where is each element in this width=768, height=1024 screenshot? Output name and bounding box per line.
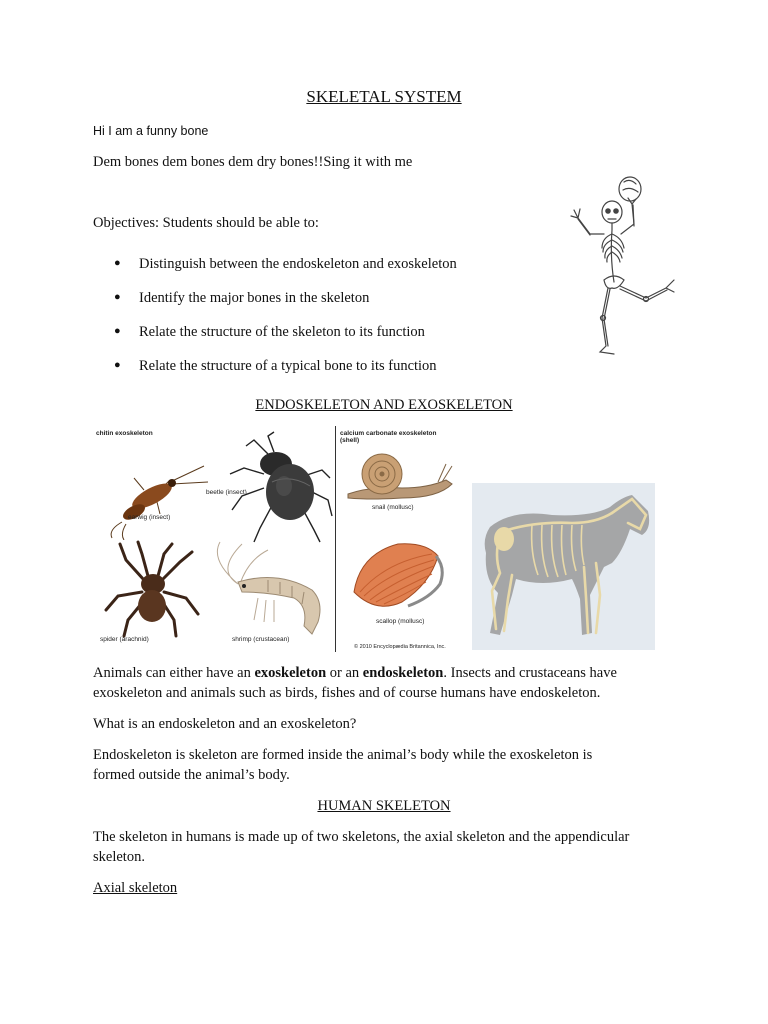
snail-label: snail (mollusc) bbox=[372, 504, 414, 511]
endoskeleton-term: endoskeleton bbox=[362, 665, 444, 681]
earwig-label: earwig (insect) bbox=[128, 514, 171, 521]
horse-skeleton-image bbox=[472, 483, 655, 650]
spider-label: spider (arachnid) bbox=[100, 636, 149, 643]
answer-line1: Endoskeleton is skeleton are formed inside the animal’s body while the exoskeleton is bbox=[93, 747, 593, 763]
bullet-marker: ● bbox=[114, 359, 121, 371]
bullet-marker: ● bbox=[114, 325, 121, 337]
greeting-text: Hi I am a funny bone bbox=[93, 124, 209, 138]
section-heading-human-skeleton: HUMAN SKELETON bbox=[317, 798, 451, 814]
bullet-marker: ● bbox=[114, 291, 121, 303]
question-text: What is an endoskeleton and an exoskeleton? bbox=[93, 716, 357, 732]
dancing-skeleton-illustration bbox=[568, 172, 684, 360]
shrimp-image bbox=[208, 540, 334, 640]
human-skeleton-line1: The skeleton in humans is made up of two skeletons, the axial skeleton and the appendicular bbox=[93, 829, 630, 845]
shell-label: (shell) bbox=[340, 437, 360, 444]
objective-item-4: Relate the structure of a typical bone to its function bbox=[139, 358, 437, 374]
bullet-marker: ● bbox=[114, 257, 121, 269]
beetle-image bbox=[224, 430, 334, 545]
figure-divider bbox=[334, 426, 337, 652]
page-title: SKELETAL SYSTEM bbox=[306, 87, 462, 106]
axial-skeleton-heading: Axial skeleton bbox=[93, 880, 178, 896]
paragraph-exo-endo-line1: Animals can either have an exoskeleton or an endoskeleton. Insects and crustaceans have bbox=[93, 665, 617, 681]
earwig-image bbox=[104, 460, 214, 540]
shrimp-label: shrimp (crustacean) bbox=[232, 636, 290, 643]
human-skeleton-line2: skeleton. bbox=[93, 849, 145, 865]
snail-image bbox=[342, 450, 454, 502]
song-text: Dem bones dem bones dem dry bones!!Sing it with me bbox=[93, 154, 413, 170]
exoskeleton-term: exoskeleton bbox=[254, 665, 327, 681]
exoskeleton-figure bbox=[92, 422, 462, 652]
paragraph-exo-endo-line2: exoskeleton and animals such as birds, fishes and of course humans have endoskeleton. bbox=[93, 685, 601, 701]
calcium-exoskeleton-label: calcium carbonate exoskeleton bbox=[340, 430, 437, 437]
objective-item-3: Relate the structure of the skeleton to its function bbox=[139, 324, 425, 340]
section-heading-endo-exo: ENDOSKELETON AND EXOSKELETON bbox=[255, 397, 513, 413]
answer-line2: formed outside the animal’s body. bbox=[93, 767, 290, 783]
objective-item-1: Distinguish between the endoskeleton and exoskeleton bbox=[139, 256, 457, 272]
spider-image bbox=[102, 540, 202, 640]
copyright-label: © 2010 Encyclopædia Britannica, Inc. bbox=[354, 644, 446, 650]
scallop-label: scallop (mollusc) bbox=[376, 618, 425, 625]
chitin-exoskeleton-label: chitin exoskeleton bbox=[96, 430, 153, 437]
beetle-label: beetle (insect) bbox=[206, 489, 247, 496]
objective-item-2: Identify the major bones in the skeleton bbox=[139, 290, 370, 306]
scallop-image bbox=[346, 538, 446, 614]
objectives-intro: Objectives: Students should be able to: bbox=[93, 215, 319, 231]
